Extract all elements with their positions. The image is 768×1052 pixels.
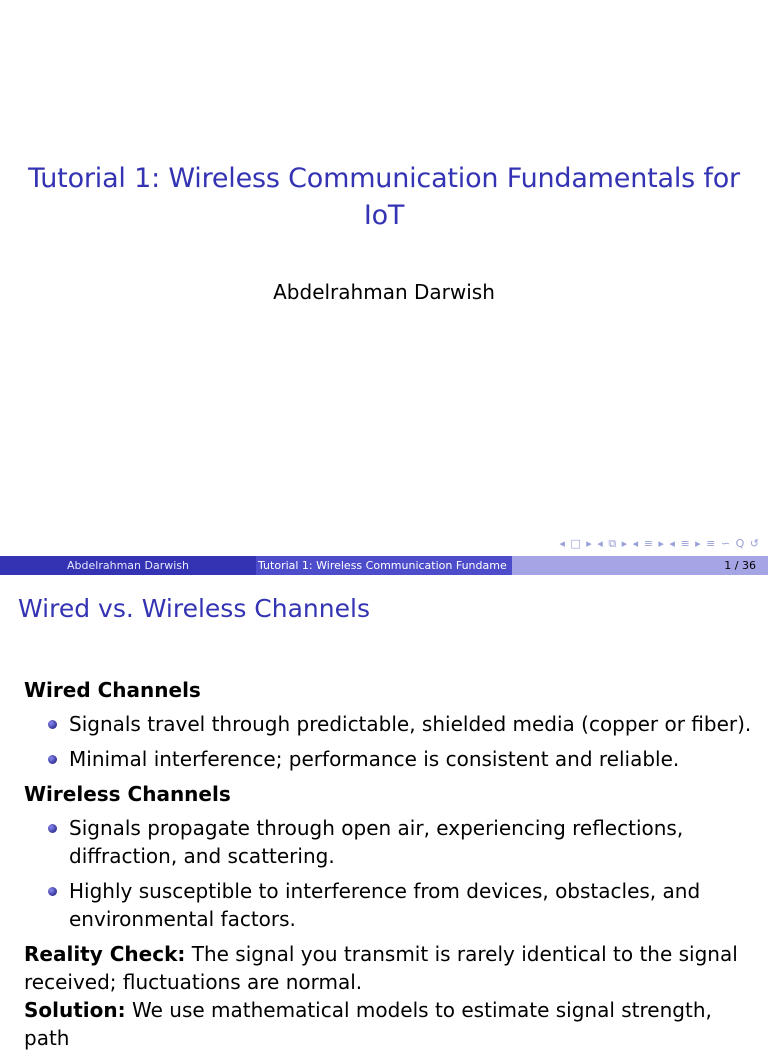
reality-check-text: The signal you transmit is rarely identical to the signal received; fluctuations are normal. (24, 942, 738, 994)
presentation-title (0, 160, 768, 234)
footer-page-number: 1 / 36 (512, 556, 768, 575)
title-line-1: Tutorial 1: Wireless Communication Fundamentals for (28, 163, 740, 194)
bullet-icon (48, 720, 57, 729)
slide-footer (0, 556, 768, 575)
beamer-navigation-icons[interactable]: ◂ □ ▸ ◂ ⧉ ▸ ◂ ≡ ▸ ◂ ≡ ▸ ≡ ∽ Q ↺ (559, 537, 760, 550)
solution-paragraph (24, 996, 754, 1052)
footer-title: Tutorial 1: Wireless Communication Fundame (256, 556, 512, 575)
wired-list (24, 710, 754, 773)
list-item: Highly susceptible to interference from devices, obstacles, and environmental factors. (24, 877, 754, 933)
solution-text: We use mathematical models to estimate signal strength, path (24, 998, 712, 1050)
block-heading-wired: Wired Channels (24, 678, 201, 702)
author-name: Abdelrahman Darwish (273, 280, 495, 304)
content-slide (0, 576, 768, 1050)
block-heading-wireless: Wireless Channels (24, 782, 231, 806)
bullet-icon (48, 887, 57, 896)
wireless-list (24, 814, 754, 933)
list-item: Signals propagate through open air, experiencing reflections, diffraction, and scattering. (24, 814, 754, 870)
list-item: Minimal interference; performance is consistent and reliable. (24, 745, 754, 773)
frame-title: Wired vs. Wireless Channels (18, 594, 370, 623)
bullet-icon (48, 755, 57, 764)
slide-content (24, 676, 754, 1052)
list-item: Signals travel through predictable, shielded media (copper or fiber). (24, 710, 754, 738)
solution-label: Solution: (24, 998, 126, 1022)
reality-check-label: Reality Check: (24, 942, 186, 966)
bullet-icon (48, 824, 57, 833)
reality-check-paragraph (24, 940, 754, 996)
footer-author: Abdelrahman Darwish (0, 556, 256, 575)
title-line-2: IoT (363, 200, 405, 231)
